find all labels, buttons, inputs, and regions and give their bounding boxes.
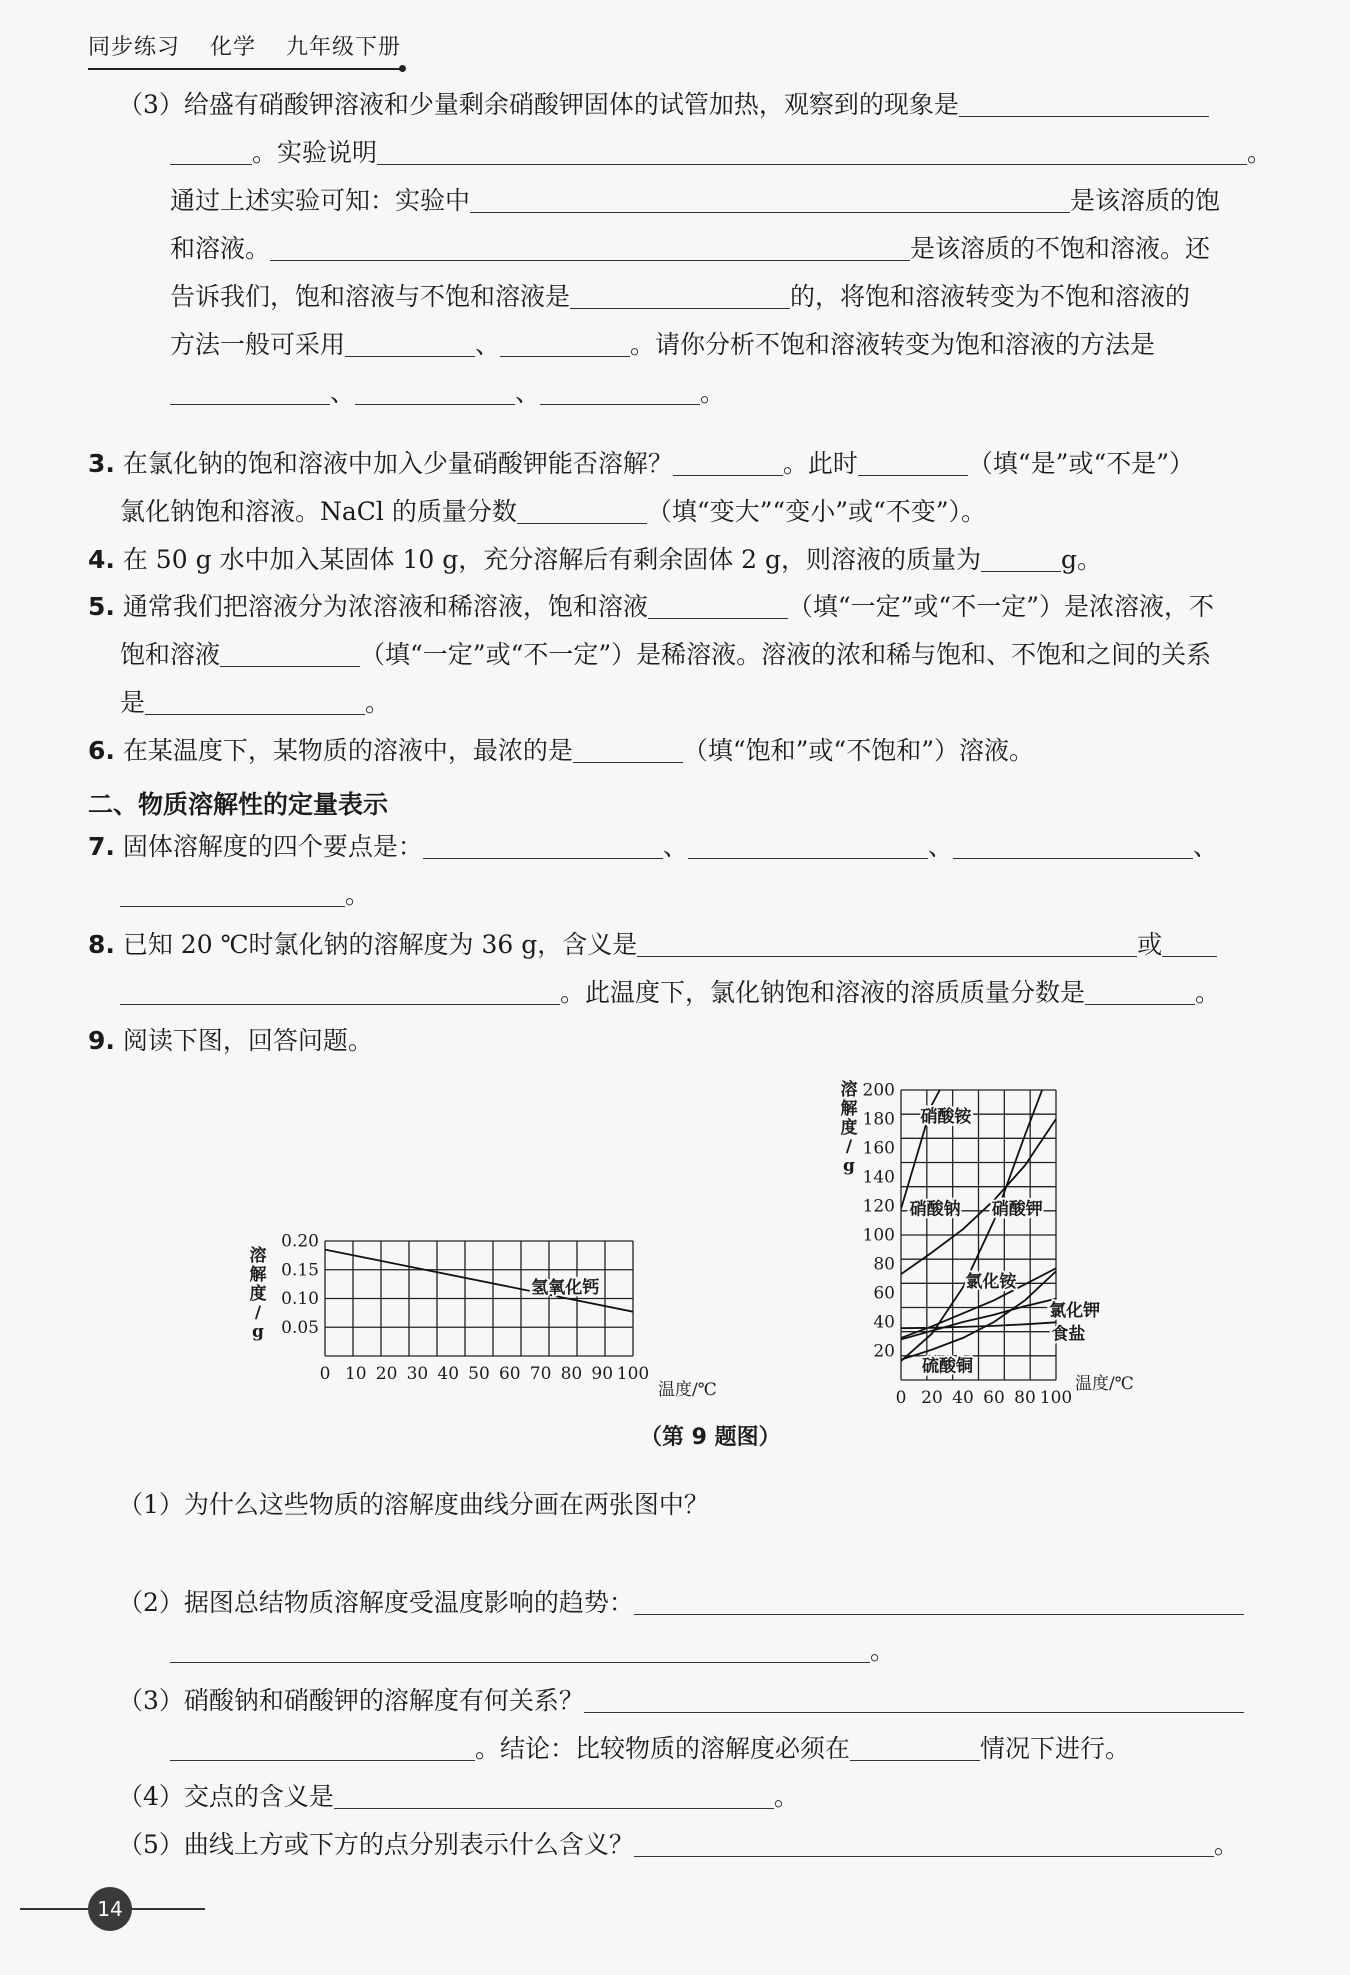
y-tick-label: 160 [862, 1138, 895, 1159]
answer-blank[interactable] [170, 1638, 870, 1663]
question-9: 9. 阅读下图，回答问题。 [88, 1026, 373, 1055]
x-tick-label: 60 [498, 1364, 521, 1384]
book-title: 同步练习 [88, 35, 181, 60]
answer-blank[interactable] [648, 594, 788, 619]
answer-blank[interactable] [573, 738, 683, 763]
x-tick-label: 40 [952, 1388, 974, 1408]
x-tick-label: 80 [1014, 1388, 1036, 1408]
y-axis-label: 度 [840, 1118, 858, 1138]
sub9-5: （5）曲线上方或下方的点分别表示什么含义？ 。 [118, 1830, 1239, 1859]
answer-blank[interactable] [470, 188, 1070, 213]
series-label: 硫酸铜 [922, 1356, 973, 1377]
answer-blank[interactable] [220, 642, 360, 667]
y-axis-label: 度 [249, 1284, 267, 1304]
section-title: 二、物质溶解性的定量表示 [88, 790, 389, 819]
sub3-line6: 方法一般可采用 、 。请你分析不饱和溶液转变为饱和溶液的方法是 [170, 330, 1156, 359]
series-label: 硝酸钠 [909, 1199, 961, 1220]
x-tick-label: 90 [591, 1364, 614, 1384]
answer-blank[interactable] [120, 882, 345, 907]
series-label: 食盐 [1051, 1324, 1086, 1345]
sub9-1: （1）为什么这些物质的溶解度曲线分画在两张图中？ [118, 1490, 709, 1519]
answer-blank[interactable] [517, 499, 647, 524]
answer-blank[interactable] [500, 332, 630, 357]
series-label: 氯化铵 [965, 1272, 1017, 1293]
answer-blank[interactable] [570, 284, 790, 309]
series-label: 氯化钾 [1049, 1301, 1101, 1322]
y-axis-label: g [252, 1322, 264, 1342]
x-tick-label: 20 [921, 1388, 943, 1408]
x-tick-label: 100 [616, 1364, 650, 1384]
sub3-line4: 和溶液。 是该溶质的不饱和溶液。还 [170, 234, 1211, 263]
y-tick-label: 20 [873, 1341, 895, 1362]
x-tick-label: 0 [319, 1364, 331, 1384]
question-3-line2: 氯化钠饱和溶液。NaCl 的质量分数 （填“变大”“变小”或“不变”）。 [120, 497, 987, 526]
x-tick-label: 0 [895, 1388, 907, 1408]
question-4: 4. 在 50 g 水中加入某固体 10 g，充分溶解后有剩余固体 2 g，则溶液的质量为 g。 [88, 545, 1103, 574]
subject: 化学 [210, 35, 257, 60]
x-tick-label: 30 [406, 1364, 429, 1384]
series-label: 硝酸钾 [991, 1199, 1043, 1220]
x-tick-label: 70 [529, 1364, 552, 1384]
chart-solubility-curves [835, 1075, 1155, 1408]
x-tick-label: 60 [983, 1388, 1005, 1408]
answer-blank[interactable] [170, 1736, 475, 1761]
answer-blank[interactable] [1162, 932, 1217, 957]
x-tick-label: 100 [1039, 1388, 1073, 1408]
answer-blank[interactable] [953, 834, 1193, 859]
sub3-line3: 通过上述实验可知：实验中 是该溶质的饱 [170, 186, 1221, 215]
answer-blank[interactable] [688, 834, 928, 859]
y-tick-label: 40 [873, 1312, 895, 1333]
question-7: 7. 固体溶解度的四个要点是： 、 、 、 [88, 832, 1218, 861]
y-tick-label: 200 [862, 1080, 895, 1101]
y-tick-label: 180 [862, 1109, 895, 1130]
y-tick-label: 0.20 [281, 1231, 319, 1252]
question-5-line2: 饱和溶液 （填“一定”或“不一定”）是稀溶液。溶液的浓和稀与饱和、不饱和之间的关系 [120, 640, 1212, 669]
sub3-line1: （3）给盛有硝酸钾溶液和少量剩余硝酸钾固体的试管加热，观察到的现象是 [118, 88, 1209, 122]
answer-blank[interactable] [270, 236, 910, 261]
y-axis-label: g [843, 1156, 855, 1176]
x-tick-label: 80 [560, 1364, 583, 1384]
y-axis-label: 溶 [249, 1246, 267, 1266]
header-rule [88, 68, 403, 70]
x-axis-label: 温度/℃ [1075, 1374, 1134, 1394]
series-label: 氢氧化钙 [531, 1277, 600, 1298]
header-dot [399, 65, 406, 72]
answer-blank[interactable] [858, 451, 968, 476]
y-tick-label: 0.15 [281, 1260, 319, 1281]
answer-blank[interactable] [423, 834, 663, 859]
y-tick-label: 0.10 [281, 1289, 319, 1310]
question-5-line3: 是 。 [120, 688, 391, 717]
y-tick-label: 0.05 [281, 1317, 319, 1338]
page-number: 14 [88, 1887, 132, 1931]
question-7-line2: 。 [120, 878, 370, 912]
sub9-2-line2: 。 [170, 1634, 895, 1668]
question-8-line2: 。此温度下，氯化钠饱和溶液的溶质质量分数是 。 [120, 976, 1220, 1010]
question-3: 3. 在氯化钠的饱和溶液中加入少量硝酸钾能否溶解？ 。此时 （填“是”或“不是”） [88, 449, 1195, 478]
y-axis-label: 溶 [840, 1080, 858, 1100]
answer-blank[interactable] [584, 1688, 1244, 1713]
sub3-line5: 告诉我们，饱和溶液与不饱和溶液是 的，将饱和溶液转变为不饱和溶液的 [170, 282, 1191, 311]
page-header [88, 30, 423, 61]
answer-blank[interactable] [1085, 980, 1195, 1005]
answer-blank[interactable] [959, 92, 1209, 117]
chart-calcium-hydroxide [240, 1231, 717, 1400]
y-tick-label: 60 [873, 1283, 895, 1304]
y-tick-label: 100 [862, 1225, 895, 1246]
x-tick-label: 40 [437, 1364, 460, 1384]
answer-blank[interactable] [981, 547, 1061, 572]
y-tick-label: 120 [862, 1196, 895, 1217]
answer-blank[interactable] [145, 690, 365, 715]
answer-blank[interactable] [345, 332, 475, 357]
sub9-3-line2: 。结论：比较物质的溶解度必须在 情况下进行。 [170, 1732, 1130, 1766]
x-tick-label: 20 [375, 1364, 398, 1384]
question-5: 5. 通常我们把溶液分为浓溶液和稀溶液，饱和溶液 （填“一定”或“不一定”）是浓溶液，不 [88, 592, 1214, 621]
y-axis-label: / [845, 1137, 853, 1157]
answer-blank[interactable] [334, 1784, 774, 1809]
sub3-line7: 、 、 。 [170, 376, 725, 410]
answer-blank[interactable] [850, 1736, 980, 1761]
sub9-3: （3）硝酸钠和硝酸钾的溶解度有何关系？ [118, 1684, 1244, 1718]
sub9-4: （4）交点的含义是 。 [118, 1782, 799, 1811]
answer-blank[interactable] [170, 380, 330, 405]
x-tick-label: 50 [468, 1364, 490, 1384]
answer-blank[interactable] [637, 932, 1137, 957]
answer-blank[interactable] [170, 140, 252, 165]
sub9-2: （2）据图总结物质溶解度受温度影响的趋势： [118, 1586, 1244, 1620]
figure-caption: （第 9 题图） [640, 1425, 781, 1450]
x-axis-label: 温度/℃ [658, 1380, 717, 1400]
answer-blank[interactable] [673, 451, 783, 476]
y-tick-label: 80 [873, 1254, 895, 1275]
answer-blank[interactable] [355, 380, 515, 405]
question-6: 6. 在某温度下，某物质的溶液中，最浓的是 （填“饱和”或“不饱和”）溶液。 [88, 736, 1034, 765]
y-tick-label: 140 [862, 1167, 895, 1188]
answer-blank[interactable] [377, 140, 1247, 165]
grade: 九年级下册 [286, 35, 402, 60]
sub3-line2: 。实验说明 。 [170, 136, 1272, 170]
y-axis-label: 解 [840, 1099, 858, 1119]
question-8: 8. 已知 20 ℃时氯化钠的溶解度为 36 g，含义是 或 [88, 928, 1217, 962]
answer-blank[interactable] [634, 1590, 1244, 1615]
x-tick-label: 10 [344, 1364, 367, 1384]
y-axis-label: 解 [249, 1265, 267, 1285]
answer-blank[interactable] [120, 980, 560, 1005]
answer-blank[interactable] [540, 380, 700, 405]
answer-blank[interactable] [634, 1832, 1214, 1857]
series-label: 硝酸铵 [920, 1106, 972, 1127]
y-axis-label: / [254, 1303, 262, 1323]
